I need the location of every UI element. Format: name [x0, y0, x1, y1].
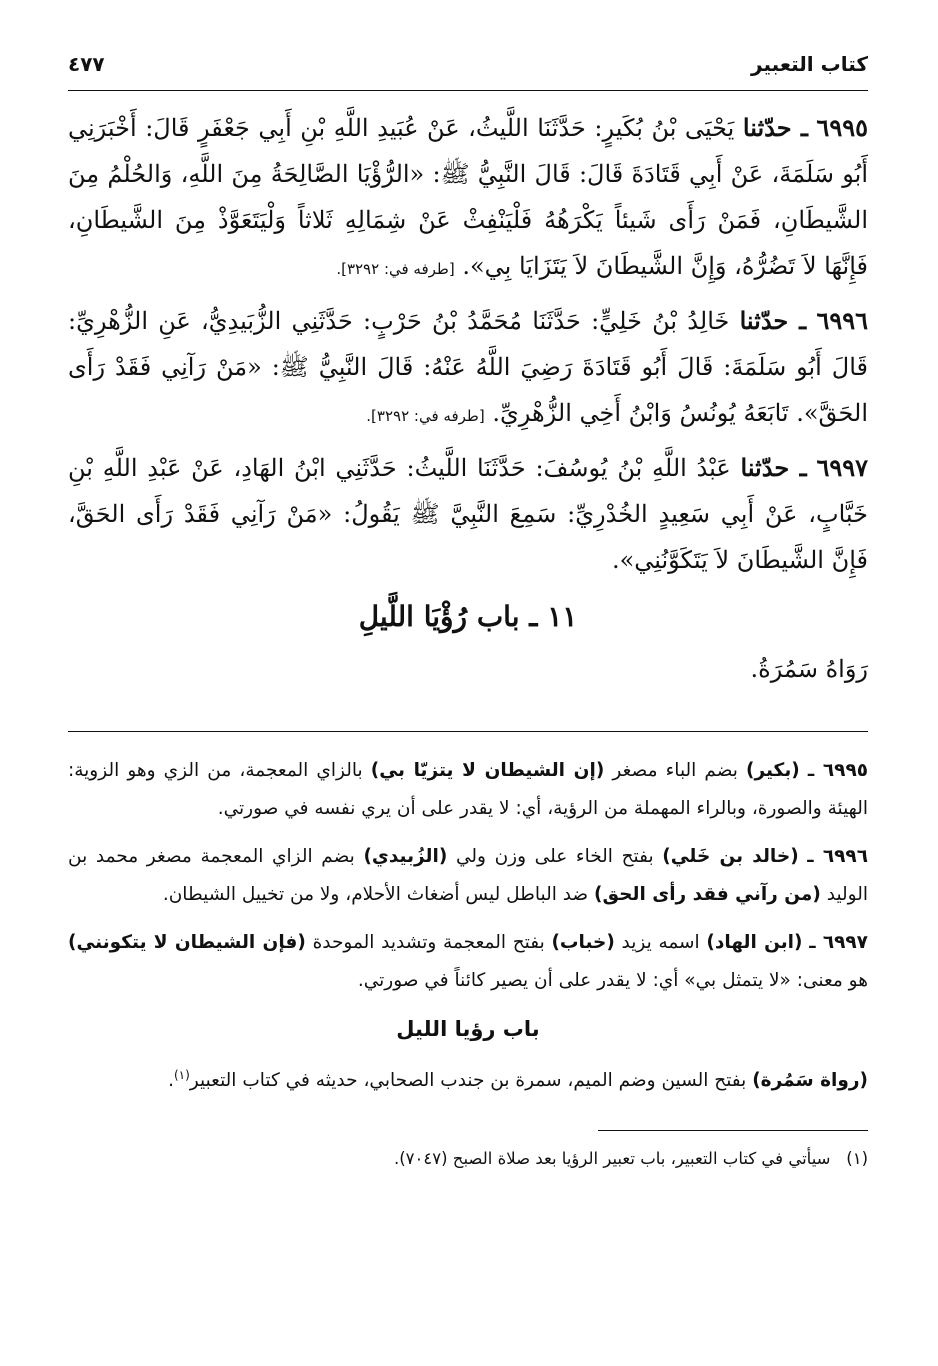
commentary-term: (ابن الهاد)	[706, 932, 803, 953]
page-number: ٤٧٧	[68, 52, 105, 76]
commentary-divider	[68, 731, 868, 732]
commentary-heading: باب رؤيا الليل	[396, 1017, 540, 1041]
commentary-text: اسمه يزيد	[621, 932, 700, 953]
hadith-paragraph	[68, 445, 868, 583]
hadith-label: ـ حدّثنا	[742, 113, 808, 142]
commentary-term: (رواة سَمُرة)	[752, 1070, 868, 1092]
commentary-term: (خباب)	[551, 932, 615, 953]
chapter-heading: ١١ ـ باب رُؤْيَا اللَّيلِ	[358, 600, 578, 633]
commentary-number: ٦٩٩٧ ـ	[809, 932, 868, 953]
hadith-body: يَحْيَى بْنُ بُكَيرٍ: حَدَّثَنَا اللَّيثُ، عَنْ عُبَيدِ اللَّهِ بْنِ أَبِي جَعْفَرٍ قَالَ: أَخْبَرَنِي أَبُو سَلَمَةَ، عَنْ أَبِي قَتَادَةَ قَالَ: قَالَ النَّبِيُّ ﷺ: «الرُّؤْيَا الصَّالِحَةُ مِنَ اللَّهِ، وَالحُلْمُ مِنَ الشَّيطَانِ، فَمَنْ رَأَى شَيئاً يَكْرَهُهُ فَلْيَنْفِثْ عَنْ شِمَالِهِ ثَلاثاً وَلْيَتَعَوَّذْ مِنَ الشَّيطَانِ، فَإِنَّهَا لاَ تَضُرُّهُ، وَإِنَّ الشَّيطَانَ لاَ يَتَزَايَا بِي».	[68, 114, 868, 280]
cross-reference: [طرفه في: ٣٢٩٢].	[336, 260, 455, 278]
hadith-number: ٦٩٩٧	[816, 453, 868, 482]
hadith-label: ـ حدّثنا	[739, 306, 807, 335]
commentary-term: (فإن الشيطان لا يتكونني)	[68, 932, 306, 953]
commentary-text: بالزاي المعجمة، من الزي وهو الزوية: الهيئة والصورة، وبالراء المهملة من الرؤية، أي: لا يقدر على أن يري نفسه في صورتي.	[68, 760, 868, 819]
commentary-term: (الزُبيدي)	[363, 846, 448, 867]
footnote	[68, 1145, 868, 1173]
hadith-number: ٦٩٩٥	[816, 113, 868, 142]
commentary-text: .	[168, 1070, 174, 1092]
chapter-narration: رَوَاهُ سَمُرَةُ.	[750, 655, 868, 683]
commentary-paragraph	[68, 1056, 868, 1100]
footnote-text: سيأتي في كتاب التعبير، باب تعبير الرؤيا بعد صلاة الصبح (٧٠٤٧).	[393, 1149, 831, 1169]
hadith-body: خَالِدُ بْنُ خَلِيٍّ: حَدَّثَنَا مُحَمَّدُ بْنُ حَرْبٍ: حَدَّثَنِي الزُّبَيدِيُّ، عَنِ الزُّهْرِيِّ: قَالَ أَبُو سَلَمَةَ: قَالَ أَبُو قَتَادَةَ رَضِيَ اللَّهُ عَنْهُ: قَالَ النَّبِيُّ ﷺ: «مَنْ رَآنِي فَقَدْ رَأَى الحَقَّ». تَابَعَهُ يُونُسُ وَابْنُ أَخِي الزُّهْرِيِّ.	[68, 307, 868, 427]
commentary-paragraph	[68, 752, 868, 828]
commentary-term: (خالد بن خَلي)	[662, 846, 799, 867]
commentary-text: بفتح الخاء على وزن ولي	[455, 846, 654, 867]
commentary-number: ٦٩٩٦ ـ	[807, 846, 868, 867]
commentary-text: بضم الزاي المعجمة مصغر محمد بن الوليد	[68, 846, 868, 905]
commentary-paragraph	[68, 924, 868, 1000]
commentary-number: ٦٩٩٥ ـ	[807, 760, 869, 781]
commentary-text: بضم الباء مصغر	[612, 760, 738, 781]
footnote-marker[interactable]: (١)	[173, 1068, 190, 1082]
commentary-text: هو معنى: «لا يتمثل بي» أي: لا يقدر على أن يصير كائناً في صورتي.	[357, 970, 868, 991]
commentary-term: (إن الشيطان لا يتزيّا بي)	[370, 760, 605, 781]
header-divider	[68, 90, 868, 91]
hadith-body: عَبْدُ اللَّهِ بْنُ يُوسُفَ: حَدَّثَنَا اللَّيثُ: حَدَّثَنِي ابْنُ الهَادِ، عَنْ عَبْدِ اللَّهِ بْنِ خَبَّابٍ، عَنْ أَبِي سَعِيدٍ الخُدْرِيِّ: سَمِعَ النَّبِيَّ ﷺ يَقُولُ: «مَنْ رَآنِي فَقَدْ رَأَى الحَقَّ، فَإِنَّ الشَّيطَانَ لاَ يَتَكَوَّنُنِي».	[68, 454, 868, 574]
hadith-paragraph	[68, 298, 868, 439]
hadith-label: ـ حدّثنا	[740, 453, 807, 482]
hadith-text	[68, 105, 868, 691]
commentary-term: (من رآني فقد رأى الحق)	[594, 884, 821, 905]
commentary-text: بفتح المعجمة وتشديد الموحدة	[312, 932, 545, 953]
page-header	[68, 52, 868, 86]
commentary	[68, 752, 868, 1100]
hadith-number: ٦٩٩٦	[816, 306, 868, 335]
cross-reference: [طرفه في: ٣٢٩٢].	[366, 407, 485, 425]
footnote-divider	[598, 1130, 868, 1131]
commentary-text: ضد الباطل ليس أضغاث الأحلام، ولا من تخييل الشيطان.	[162, 884, 589, 905]
book-page	[68, 52, 868, 1173]
commentary-text: بفتح السين وضم الميم، سمرة بن جندب الصحابي، حديثه في كتاب التعبير	[189, 1070, 747, 1092]
commentary-term: (بكير)	[746, 760, 800, 781]
hadith-paragraph	[68, 105, 868, 292]
commentary-paragraph	[68, 838, 868, 914]
footnote-number: (١)	[846, 1149, 868, 1169]
book-title: كتاب التعبير	[751, 52, 868, 76]
